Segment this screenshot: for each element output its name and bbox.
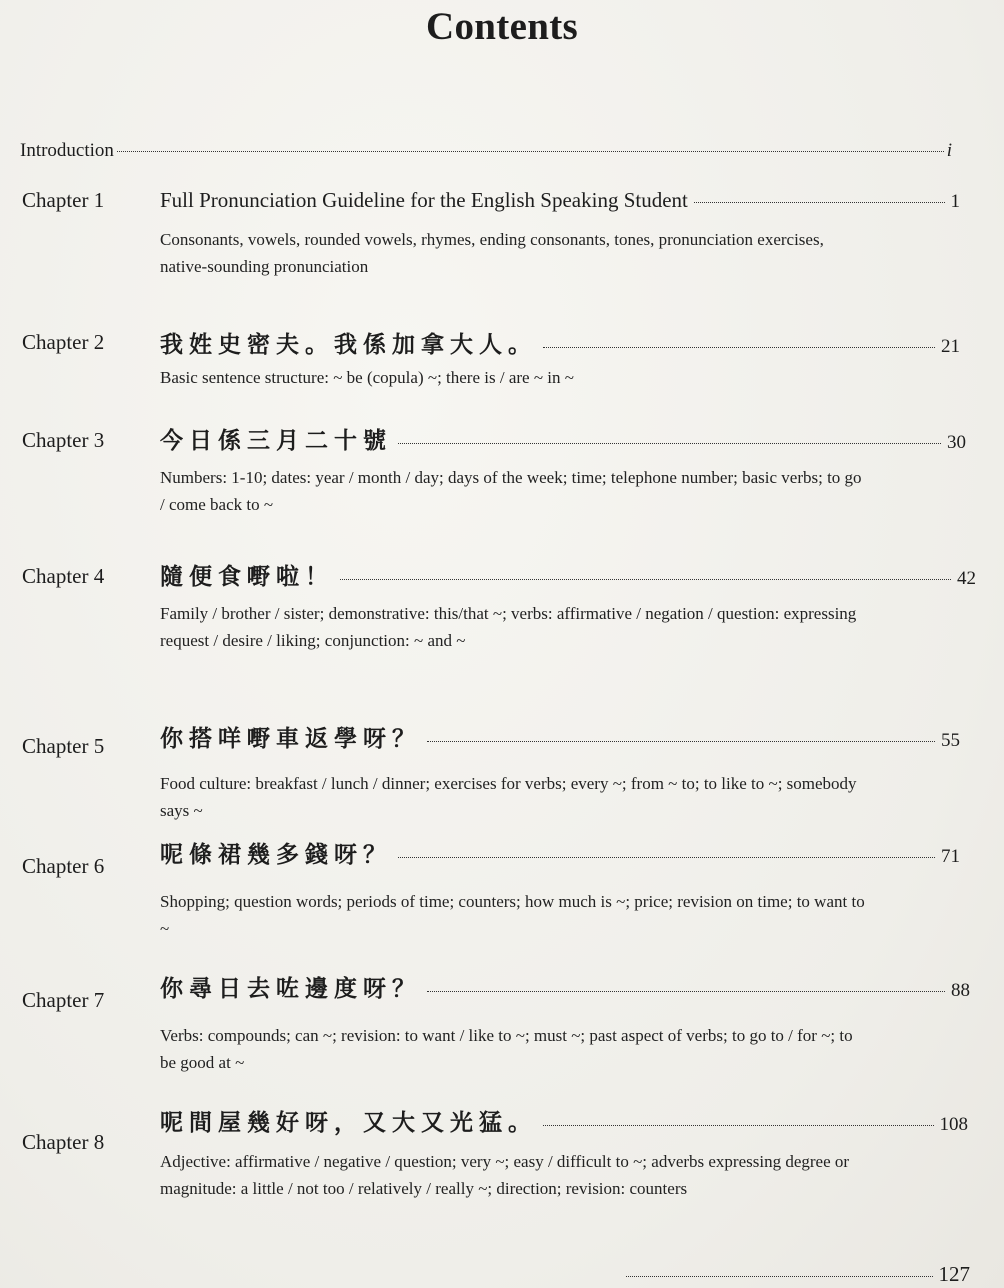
dot-leader xyxy=(398,857,935,858)
chapter-description: Consonants, vowels, rounded vowels, rhymes, ending consonants, tones, pronunciation exercises, native-sounding pronunciation xyxy=(160,230,824,276)
dot-leader xyxy=(543,347,935,348)
page-number: 71 xyxy=(941,846,960,867)
chapter-label: Chapter 3 xyxy=(22,428,105,452)
chapter-title: 今日係三月二十號 xyxy=(160,428,392,454)
page-number: 21 xyxy=(941,336,960,357)
page-number: 88 xyxy=(951,980,970,1001)
toc-label: Introduction xyxy=(20,140,114,161)
dot-leader xyxy=(398,443,941,444)
chapter-title-line xyxy=(160,970,970,1003)
chapter-label: Chapter 4 xyxy=(22,564,105,588)
chapter-title: 呢條裙幾多錢呀？ xyxy=(160,842,392,868)
dot-leader xyxy=(117,151,944,152)
chapter-description: Verbs: compounds; can ~; revision: to want / like to ~; must ~; past aspect of verbs; to go to / for ~; to be good at ~ xyxy=(160,1026,853,1072)
chapter-title: 隨便食嘢啦！ xyxy=(160,564,334,590)
dot-leader xyxy=(427,991,945,992)
chapter-title: 呢間屋幾好呀，又大又光猛。 xyxy=(160,1110,537,1136)
chapter-label: Chapter 5 xyxy=(22,734,105,758)
chapter-title-line xyxy=(160,720,960,753)
chapter-label: Chapter 1 xyxy=(22,188,105,212)
page-number: 1 xyxy=(950,191,960,212)
chapter-description: Shopping; question words; periods of time; counters; how much is ~; price; revision on time; to want to ~ xyxy=(160,892,865,938)
chapter-title-line xyxy=(160,422,966,455)
toc-entry-introduction[interactable] xyxy=(20,140,952,162)
chapter-description: Food culture: breakfast / lunch / dinner; exercises for verbs; every ~; from ~ to; to like to ~; somebody says ~ xyxy=(160,774,857,820)
chapter-label: Chapter 8 xyxy=(22,1130,105,1154)
dot-leader xyxy=(543,1125,934,1126)
page-number: 108 xyxy=(939,1114,968,1135)
chapter-title: 你搭咩嘢車返學呀？ xyxy=(160,726,421,752)
page-number: 55 xyxy=(941,730,960,751)
dot-leader xyxy=(427,741,935,742)
page-number: 42 xyxy=(957,568,976,589)
chapter-title-line xyxy=(160,1104,968,1137)
chapter-title-line xyxy=(160,558,976,591)
chapter-description: Adjective: affirmative / negative / question; very ~; easy / difficult to ~; adverbs expressing degree or magnitude: a little / not too / relatively / really ~; direction; revision: counters xyxy=(160,1152,850,1198)
page-title: Contents xyxy=(426,5,578,48)
chapter-title-line xyxy=(160,188,960,213)
dot-leader xyxy=(626,1276,933,1277)
chapter-label: Chapter 2 xyxy=(22,330,105,354)
dot-leader xyxy=(340,579,951,580)
chapter-description: Numbers: 1-10; dates: year / month / day; days of the week; time; telephone number; basic verbs; to go / come back to ~ xyxy=(160,468,862,514)
chapter-description: Family / brother / sister; demonstrative: this/that ~; verbs: affirmative / negation / question: expressing request / desire / liking; conjunction: ~ and ~ xyxy=(160,604,857,650)
chapter-title: Full Pronunciation Guideline for the English Speaking Student xyxy=(160,188,688,212)
page-number: 30 xyxy=(947,432,966,453)
chapter-title-line xyxy=(160,836,960,869)
page-number: 127 xyxy=(938,1262,970,1286)
chapter-title: 你尋日去咗邊度呀？ xyxy=(160,976,421,1002)
chapter-label: Chapter 7 xyxy=(22,988,105,1012)
dot-leader xyxy=(694,202,945,203)
chapter-description: Basic sentence structure: ~ be (copula) ~; there is / are ~ in ~ xyxy=(160,368,574,387)
toc-entry-next xyxy=(620,1262,970,1287)
page-number: i xyxy=(946,140,952,161)
chapter-title-line xyxy=(160,326,960,359)
chapter-title: 我姓史密夫。我係加拿大人。 xyxy=(160,332,537,358)
chapter-label: Chapter 6 xyxy=(22,854,105,878)
